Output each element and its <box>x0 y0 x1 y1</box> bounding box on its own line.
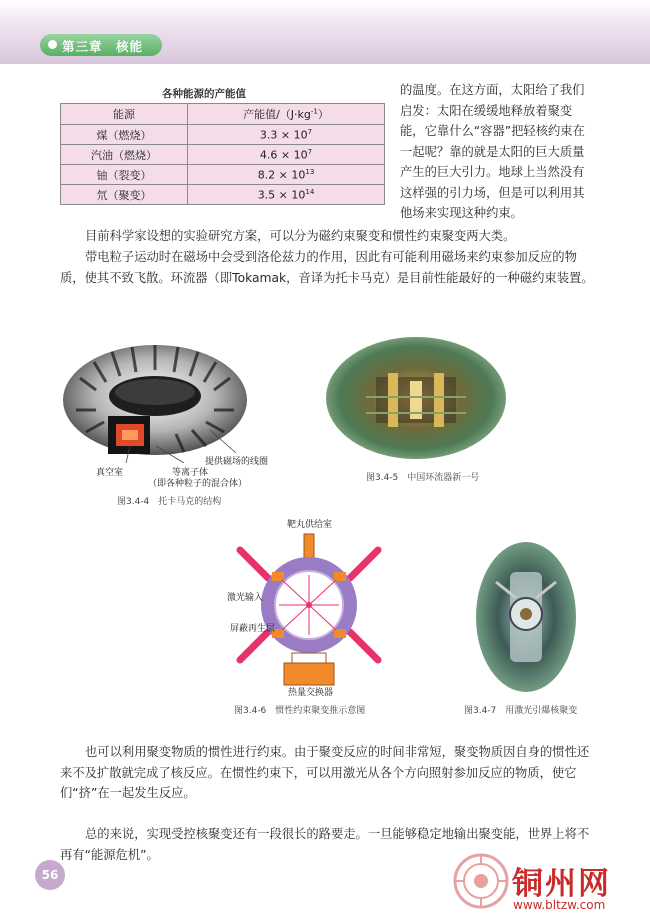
caption-fig-3-4-5: 图3.4-5 中国环流器新一号 <box>366 473 480 483</box>
label-plasma-note: （即各种粒子的混合体） <box>148 479 248 489</box>
chapter-title: 第三章 核能 <box>62 39 144 54</box>
laser-device-icon <box>476 542 576 692</box>
watermark-name: 铜州网 <box>512 866 611 902</box>
label-shield-layer: 屏蔽再生层 <box>230 624 276 634</box>
cell-source: 汽油（燃烧） <box>61 145 188 165</box>
table-row <box>61 165 385 185</box>
caption-fig-3-4-4: 图3.4-4 托卡马克的结构 <box>117 497 222 507</box>
paragraph-2: 带电粒子运动时在磁场中会受到洛伦兹力的作用，因此有可能利用磁场来约束参加反应的物质，使其不致飞散。环流器（即Tokamak，音译为托卡马克）是目前性能最好的一种磁约束装置。 <box>60 250 594 285</box>
tokamak-illustration <box>60 338 250 463</box>
label-plasma: 等离子体 <box>172 468 209 478</box>
cell-source: 氘（聚变） <box>61 185 188 205</box>
laser-fusion-photo <box>476 542 576 692</box>
cell-value: $8.2 \times 10^{13}$ <box>188 165 385 185</box>
col-header-source: 能源 <box>61 104 188 125</box>
label-laser-input: 激光输入 <box>227 593 264 603</box>
paragraph-4: 总的来说，实现受控核聚变还有一段很长的路要走。一旦能够稳定地输出聚变能，世界上将不再有“能源危机”。 <box>60 827 590 862</box>
table-row <box>61 185 385 205</box>
bullet-dot-icon <box>48 40 57 49</box>
table-header-row <box>61 104 385 125</box>
label-heat-exchanger: 热量交换器 <box>288 688 334 698</box>
cell-value: $4.6 \times 10^7$ <box>188 145 385 165</box>
chapter-tab <box>40 34 162 56</box>
watermark-url: www.bltzw.com <box>513 898 606 912</box>
cell-value: $3.3 \times 10^7$ <box>188 125 385 145</box>
cell-value: $3.5 \times 10^{14}$ <box>188 185 385 205</box>
paragraph-1: 目前科学家设想的实验研究方案，可以分为磁约束聚变和惯性约束聚变两大类。 <box>85 229 516 243</box>
paragraph-3: 也可以利用聚变物质的惯性进行约束。由于聚变反应的时间非常短，聚变物质因自身的惯性还来不及扩散就完成了核反应。在惯性约束下，可以用激光从各个方向照射参加反应的物质，使它们“挤”在一起发生反应。 <box>60 745 590 800</box>
watermark-logo-icon <box>452 852 510 910</box>
china-tokamak-photo <box>326 337 506 459</box>
table-row <box>61 125 385 145</box>
label-vacuum-chamber: 真空室 <box>96 468 124 478</box>
table-title: 各种能源的产能值 <box>162 88 246 100</box>
cell-source: 煤（燃烧） <box>61 125 188 145</box>
caption-fig-3-4-6: 图3.4-6 惯性约束聚变推示意图 <box>234 706 366 716</box>
caption-fig-3-4-7: 图3.4-7 用激光引爆核聚变 <box>464 706 578 716</box>
inertial-confinement-diagram <box>222 520 392 700</box>
side-paragraph: 的温度。在这方面，太阳给了我们启发：太阳在缓缓地释放着聚变能，它靠什么“容器”把轻核约束在一起呢？靠的就是太阳的巨大质量产生的巨大引力。地球上当然没有这样强的引力场，但是可以利用其他场来实现这种约束。 <box>400 83 585 220</box>
page-number: 56 <box>35 860 65 890</box>
table-row <box>61 145 385 165</box>
label-target-chamber: 靶丸供给室 <box>287 520 333 530</box>
machine-detail-icon <box>326 337 506 459</box>
cell-source: 铀（裂变） <box>61 165 188 185</box>
col-header-value: 产能值$/(J\cdot kg^{-1})$ <box>188 104 385 125</box>
label-coil: 提供磁场的线圈 <box>205 457 269 467</box>
energy-table <box>60 103 385 205</box>
